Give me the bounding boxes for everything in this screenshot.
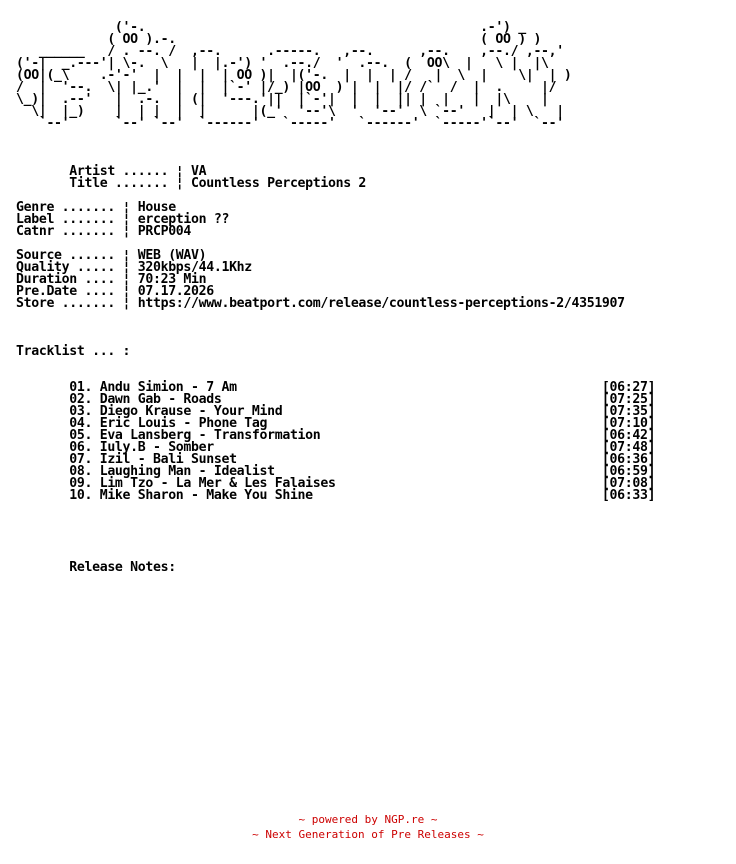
footer xyxy=(0,812,736,842)
nfo-line: Catnr ....... ¦ PRCP004 xyxy=(16,224,192,239)
nfo-line: 07. Izil - Bali Sunset [06:36] xyxy=(16,452,656,467)
footer-tagline: ~ Next Generation of Pre Releases ~ xyxy=(252,828,484,841)
nfo-line: 06. Iuly.B - Somber [07:48] xyxy=(16,440,656,455)
nfo-line xyxy=(16,526,655,538)
nfo-line: 03. Diego Krause - Your Mind [07:35] xyxy=(16,404,656,419)
nfo-line: Release Notes: xyxy=(16,560,176,575)
nfo-line: Genre ....... ¦ House xyxy=(16,200,176,215)
nfo-line xyxy=(16,310,655,322)
nfo-line: 02. Dawn Gab - Roads [07:25] xyxy=(16,392,656,407)
nfo-line: 04. Eric Louis - Phone Tag [07:10] xyxy=(16,416,656,431)
nfo-line: Quality ..... ¦ 320kbps/44.1Khz xyxy=(16,260,252,275)
nfo-line: 05. Eva Lansberg - Transformation [06:42] xyxy=(16,428,656,443)
footer-powered-by: ~ powered by NGP.re ~ xyxy=(298,813,438,826)
nfo-line xyxy=(16,322,655,334)
nfo-line: 10. Mike Sharon - Make You Shine [06:33] xyxy=(16,488,656,503)
nfo-line xyxy=(16,358,655,370)
nfo-line: Store ....... ¦ https://www.beatport.com/release/countless-perceptions-2/4351907 xyxy=(16,296,625,311)
ascii-logo-line: ('-| _.---'| \-. \ | |.-') ' .--./ ' .--. ( OO\ | \ | |\ xyxy=(16,56,549,71)
nfo-line xyxy=(16,502,655,514)
nfo-line xyxy=(16,130,655,142)
nfo-line: Artist ...... ¦ VA xyxy=(16,164,207,179)
ascii-logo-line: ______ / . --. / ,--. .-----. ,--. ,--. ,--./ ,--,' xyxy=(16,44,564,59)
ascii-logo-line: \| |_) | | | | | |(_' '--'\ ' '--' \ `--' | | \ | xyxy=(16,104,564,119)
nfo-text-block xyxy=(16,22,655,574)
nfo-line: 09. Lim Tzo - La Mer & Les Falaises [07:08] xyxy=(16,476,656,491)
nfo-line xyxy=(16,514,655,526)
ascii-logo-line: `--' `--' `--' `------' `-----' `------' `-----'`--' `--' xyxy=(16,116,564,131)
nfo-line xyxy=(16,538,655,550)
ascii-logo-line: / | '--. \| |_.' | | |`-' |/_) |OO ) | | |/ /` / | . |/ xyxy=(16,80,557,95)
ascii-logo-line: \_)| .--' | .-. | (| '---.'|| |`-'| | | || | | | |\ | xyxy=(16,92,549,107)
ascii-logo-line: ( OO ).-. ( OO ) ) xyxy=(16,32,542,47)
ascii-logo-line: ('-. .-') _ xyxy=(16,20,526,35)
nfo-line: Duration .... ¦ 70:23 Min xyxy=(16,272,207,287)
nfo-line: Label ....... ¦ erception ?? xyxy=(16,212,230,227)
nfo-line: Tracklist ... : xyxy=(16,344,131,359)
nfo-line xyxy=(16,142,655,154)
ascii-logo-line: (OO|(_\ .-'-' | | | | OO )| |('-. | | | / | \ | \| | ) xyxy=(16,68,572,83)
nfo-line: 08. Laughing Man - Idealist [06:59] xyxy=(16,464,656,479)
nfo-line: Pre.Date .... ¦ 07.17.2026 xyxy=(16,284,214,299)
nfo-line: 01. Andu Simion - 7 Am [06:27] xyxy=(16,380,656,395)
nfo-line: Source ...... ¦ WEB (WAV) xyxy=(16,248,207,263)
nfo-line: Title ....... ¦ Countless Perceptions 2 xyxy=(16,176,367,191)
